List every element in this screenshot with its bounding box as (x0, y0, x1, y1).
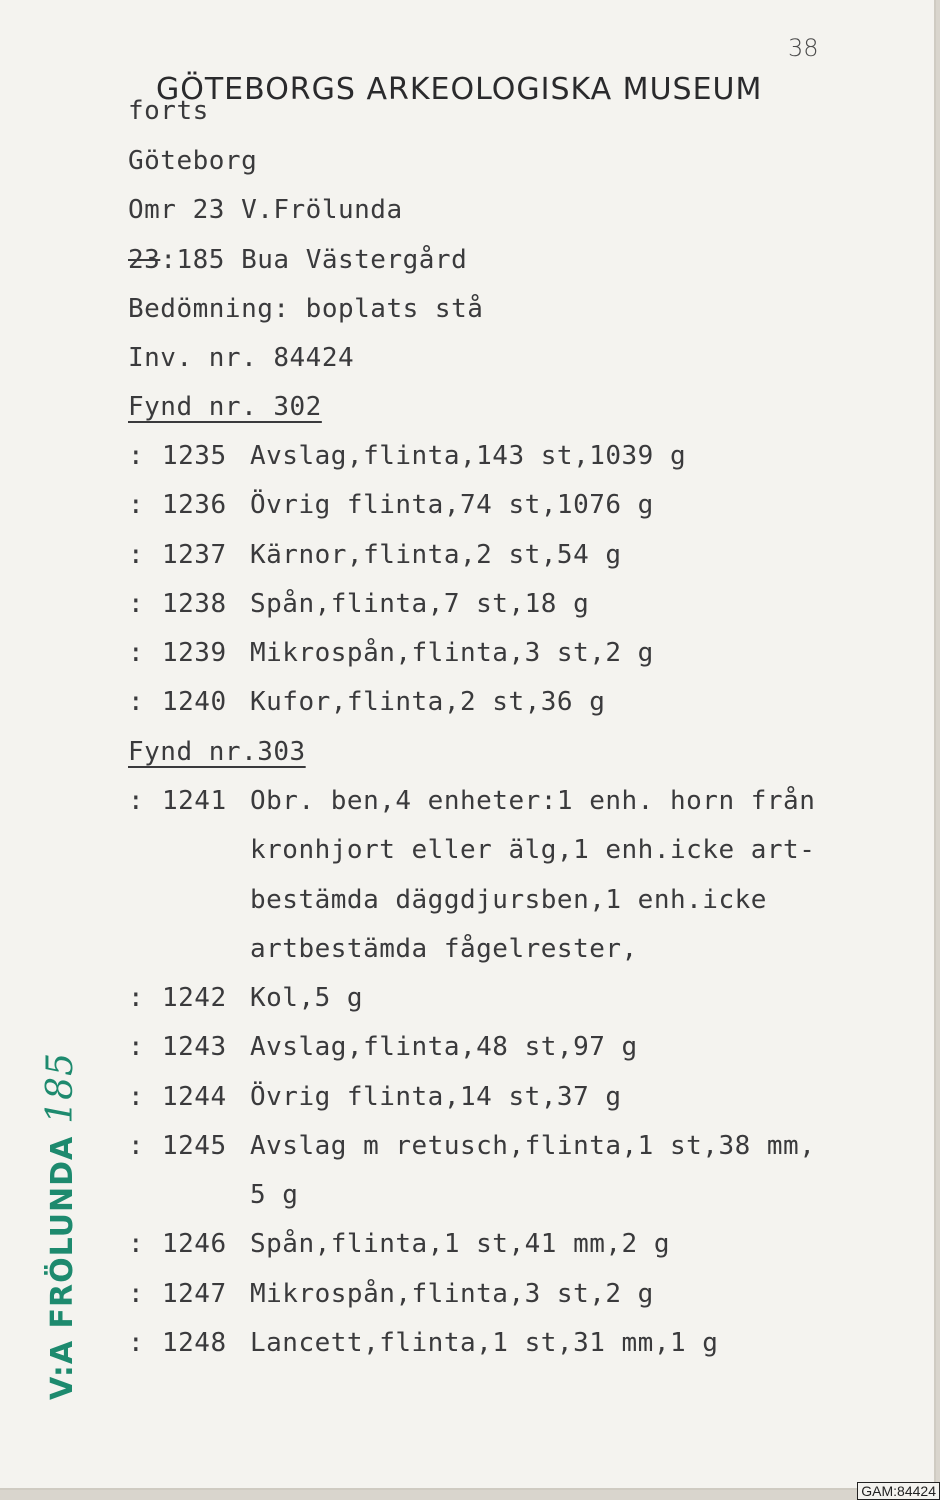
list-item: : 1244 Övrig flinta,14 st,37 g (128, 1082, 622, 1112)
site-line (128, 245, 467, 275)
stamp-handwritten-number: 185 (40, 1052, 81, 1124)
catalog-id-label: GAM:84424 (857, 1482, 940, 1500)
list-item: : 1248 Lancett,flinta,1 st,31 mm,1 g (128, 1328, 719, 1358)
museum-header: GÖTEBORGS ARKEOLOGISKA MUSEUM (156, 72, 763, 107)
list-item: : 1246 Spån,flinta,1 st,41 mm,2 g (128, 1229, 670, 1259)
city-line: Göteborg (128, 146, 258, 176)
assessment-line: Bedömning: boplats stå (128, 294, 484, 324)
site-name: :185 Bua Västergård (160, 245, 468, 275)
list-item: : 1235 Avslag,flinta,143 st,1039 g (128, 441, 687, 471)
struck-site-number: 23 (128, 245, 161, 275)
list-item: : 1237 Kärnor,flinta,2 st,54 g (128, 540, 622, 570)
area-line: Omr 23 V.Frölunda (128, 195, 403, 225)
page-number: 38 (788, 34, 819, 62)
list-item: : 1238 Spån,flinta,7 st,18 g (128, 589, 590, 619)
list-item: : 1242 Kol,5 g (128, 983, 364, 1013)
list-item: : 1245 Avslag m retusch,flinta,1 st,38 mm, (128, 1131, 816, 1161)
list-item-continuation: artbestämda fågelrester, (250, 934, 638, 964)
list-item: : 1241 Obr. ben,4 enheter:1 enh. horn från (128, 786, 816, 816)
find-303-heading: Fynd nr.303 (128, 737, 306, 767)
continuation-label: forts (128, 96, 209, 126)
inventory-line: Inv. nr. 84424 (128, 343, 355, 373)
stamp-printed-text: V:A FRÖLUNDA (45, 1135, 80, 1400)
list-item: : 1240 Kufor,flinta,2 st,36 g (128, 687, 606, 717)
list-item-continuation: bestämda däggdjursben,1 enh.icke (250, 885, 767, 915)
list-item: : 1243 Avslag,flinta,48 st,97 g (128, 1032, 638, 1062)
list-item: : 1236 Övrig flinta,74 st,1076 g (128, 490, 654, 520)
list-item-continuation: 5 g (250, 1180, 299, 1210)
list-item: : 1247 Mikrospån,flinta,3 st,2 g (128, 1279, 654, 1309)
list-item: : 1239 Mikrospån,flinta,3 st,2 g (128, 638, 654, 668)
find-302-heading: Fynd nr. 302 (128, 392, 322, 422)
side-stamp (40, 1052, 81, 1400)
list-item-continuation: kronhjort eller älg,1 enh.icke art- (250, 835, 816, 865)
